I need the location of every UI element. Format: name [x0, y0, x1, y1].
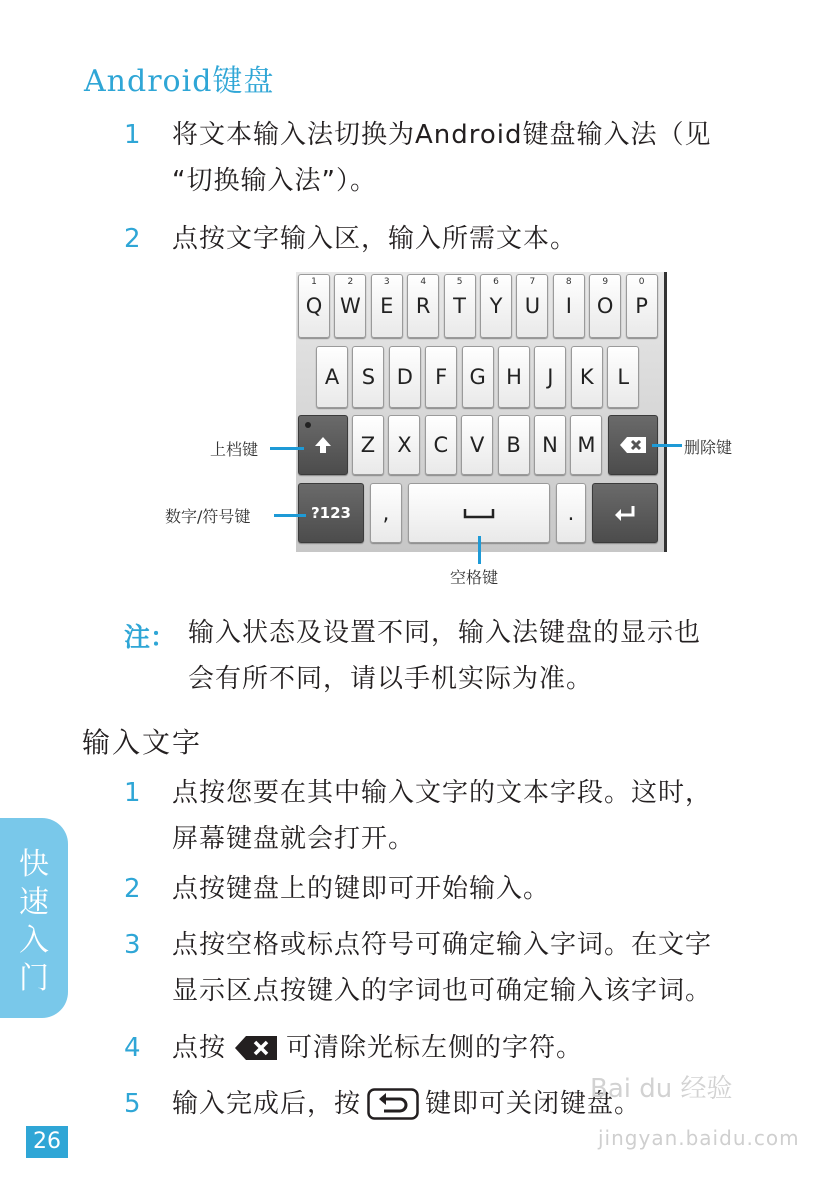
android-keyboard-illustration — [296, 272, 667, 552]
shift-callout-line — [270, 447, 304, 450]
watermark-logo: Bai du 经验 — [590, 1074, 733, 1104]
step-number: 5 — [124, 1089, 141, 1119]
key-t: 5 T — [444, 274, 476, 338]
chapter-side-tab-label: 快速入门 — [19, 847, 49, 996]
section-heading: 输入文字 — [82, 726, 203, 759]
back-button-icon — [367, 1088, 419, 1120]
space-bar-icon — [463, 507, 495, 519]
key-b: B — [498, 415, 530, 475]
step-number: 1 — [124, 120, 141, 150]
enter-key — [592, 483, 658, 543]
key-l: L — [607, 346, 639, 408]
step-number: 4 — [124, 1033, 141, 1063]
key-e: 3 E — [371, 274, 403, 338]
space-key — [408, 483, 550, 543]
step-number: 2 — [124, 224, 141, 254]
section-title: Android键盘 — [84, 64, 275, 99]
page-number: 26 — [26, 1126, 68, 1158]
comma-key: , — [370, 483, 402, 543]
key-n: N — [534, 415, 566, 475]
step-text: 点按您要在其中输入文字的文本字段。这时， 屏幕键盘就会打开。 — [172, 778, 713, 854]
symbols-callout-label: 数字/符号键 — [165, 507, 251, 526]
key-z: Z — [352, 415, 384, 475]
key-q: 1 Q — [298, 274, 330, 338]
period-key: . — [556, 483, 586, 543]
symbols-key: ?123 — [298, 483, 364, 543]
step-text: 点按 可清除光标左侧的字符。 — [172, 1033, 584, 1063]
key-c: C — [425, 415, 457, 475]
step-number: 3 — [124, 930, 141, 960]
watermark-url: jingyan.baidu.com — [598, 1126, 800, 1150]
key-d: D — [389, 346, 421, 408]
enter-icon — [613, 504, 637, 522]
key-u: 7 U — [516, 274, 548, 338]
backspace-icon — [619, 436, 647, 454]
backspace-icon — [234, 1035, 278, 1061]
shift-key — [298, 415, 348, 475]
delete-key — [608, 415, 658, 475]
shift-callout-label: 上档键 — [210, 440, 259, 459]
delete-callout-label: 删除键 — [684, 438, 733, 457]
shift-arrow-icon — [314, 435, 332, 455]
key-g: G — [462, 346, 494, 408]
key-s: S — [352, 346, 384, 408]
key-r: 4 R — [407, 274, 439, 338]
symbols-callout-line — [274, 514, 306, 517]
note-text: 输入状态及设置不同，输入法键盘的显示也 会有所不同，请以手机实际为准。 — [188, 618, 702, 694]
note-label: 注： — [124, 623, 177, 653]
key-h: H — [498, 346, 530, 408]
key-f: F — [425, 346, 457, 408]
key-a: A — [316, 346, 348, 408]
key-x: X — [388, 415, 420, 475]
key-w: 2 W — [334, 274, 366, 338]
step-text: 点按空格或标点符号可确定输入字词。在文字 显示区点按键入的字词也可确定输入该字词。 — [172, 930, 713, 1006]
key-m: M — [570, 415, 602, 475]
step-text: 将文本输入法切换为Android键盘输入法（见 “切换输入法”）。 — [172, 120, 712, 196]
key-v: V — [461, 415, 493, 475]
key-j: J — [534, 346, 566, 408]
key-p: 0 P — [626, 274, 658, 338]
step-text: 点按键盘上的键即可开始输入。 — [172, 874, 551, 904]
space-callout-line — [478, 536, 481, 564]
key-o: 9 O — [589, 274, 621, 338]
space-callout-label: 空格键 — [450, 568, 499, 587]
key-i: 8 I — [553, 274, 585, 338]
step-number: 1 — [124, 778, 141, 808]
delete-callout-line — [652, 444, 682, 447]
step-number: 2 — [124, 874, 141, 904]
key-k: K — [571, 346, 603, 408]
step-text: 输入完成后，按 键即可关闭键盘。 — [172, 1089, 642, 1119]
step-text: 点按文字输入区，输入所需文本。 — [172, 224, 578, 254]
key-y: 6 Y — [480, 274, 512, 338]
